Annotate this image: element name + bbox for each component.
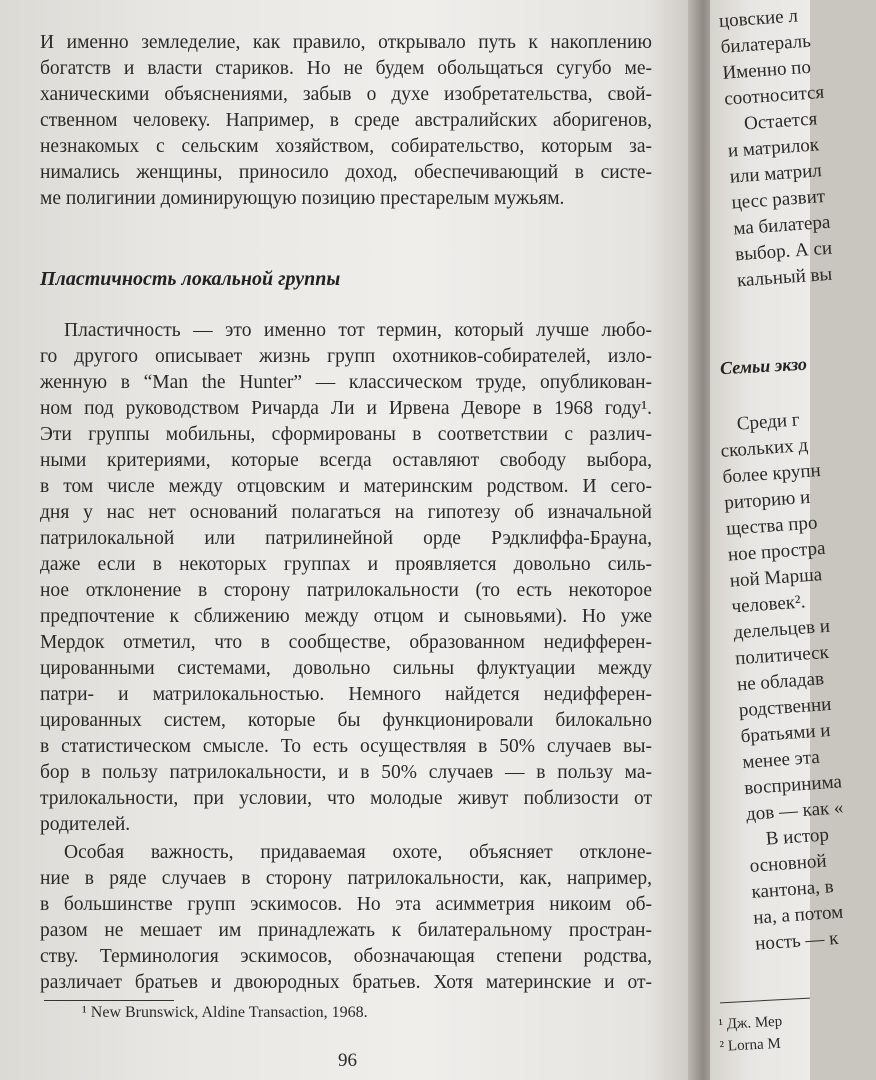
text-line: Среди г (736, 409, 801, 435)
text-line: патри- и матрилокальностью. Немного найдется недифферен- (40, 684, 652, 705)
text-line: более крупн (721, 460, 822, 488)
text-line: в статистическом смысле. То есть осуществляя в 50% случаев вы- (40, 736, 652, 757)
text-line: женную в “Man the Hunter” — классическом труде, опубликован- (40, 372, 652, 393)
text-line: дня у нас нет оснований полагаться на гипотезу об изначальной (40, 502, 652, 523)
text-line: политическ (734, 641, 830, 670)
right-section-heading: Семьи экзо (719, 353, 808, 379)
page-number: 96 (338, 1050, 357, 1071)
text-line: разом не мешает им принадлежать к билатеральному простран- (40, 920, 652, 941)
right-footnote: ² Lorna M (719, 1035, 782, 1055)
text-line: И именно земледелие, как правило, открывало путь к накоплению (40, 32, 652, 53)
text-line: ное отклонение в сторону патрилокальности (то есть некоторое (40, 580, 652, 601)
text-line: ном под руководством Ричарда Ли и Ирвена Деворе в 1968 году¹. (40, 398, 652, 419)
right-top-text (718, 0, 858, 293)
text-line: ной Марша (729, 564, 823, 592)
footnote-rule (44, 1000, 174, 1001)
main-paragraph-1 (40, 318, 652, 838)
right-footnotes (718, 1011, 784, 1058)
text-line: В истор (765, 824, 830, 850)
text-line: нимались женщины, приносило доход, обеспечивающий в систе- (40, 162, 652, 183)
right-body-text (718, 404, 876, 957)
text-line: менее эта (741, 746, 821, 774)
text-line: различает братьев и двоюродных братьев. Хотя материнские и от- (40, 972, 652, 993)
text-line: или матрил (729, 160, 823, 188)
text-line: цовские л (718, 5, 799, 32)
right-footnote-rule (720, 998, 810, 1004)
right-page (710, 0, 845, 1080)
text-line: на, а потом (752, 901, 844, 929)
text-line: и матрилок (727, 134, 820, 162)
text-line: воспринима (743, 771, 843, 800)
section-heading: Пластичность локальной группы (40, 268, 341, 290)
text-line: ству. Терминология эскимосов, обозначающая степени родства, (40, 946, 652, 967)
text-line: цированными системами, довольно сильны флуктуации между (40, 658, 652, 679)
text-line: кантона, в (750, 876, 835, 903)
text-line: ние в ряде случаев в сторону патрилокальности, как, например, (40, 868, 652, 889)
text-line: скольких д (720, 434, 809, 462)
text-line: ственном человеку. Например, в среде австралийских аборигенов, (40, 110, 652, 131)
text-line: ными критериями, которые всегда оставляют свободу выбора, (40, 450, 652, 471)
text-line: Именно по (721, 56, 812, 84)
text-line: цесс развит (730, 186, 826, 214)
text-line: ность — к (754, 927, 840, 955)
text-line: братьями и (739, 719, 832, 748)
text-line: патрилокальной или патрилинейной орде Рэдклиффа-Брауна, (40, 528, 652, 549)
text-line: ное простра (727, 537, 827, 566)
text-line: ма билатера (732, 211, 831, 240)
text-line: билатераль (720, 30, 812, 58)
text-line: Мердок отметил, что в сообществе, образованном недифферен- (40, 632, 652, 653)
text-line: дов — как « (745, 797, 845, 825)
text-line: го другого описывает жизнь групп охотников-собирателей, изло- (40, 346, 652, 367)
text-line: незнакомых с сельским хозяйством, собирательство, которым за- (40, 136, 652, 157)
text-line: человек². (730, 591, 807, 618)
text-line: ханическими объяснениями, забыв о духе изобретательства, свой- (40, 84, 652, 105)
text-line: ме полигинии доминирующую позицию престарелым мужьям. (40, 188, 565, 209)
text-line: Эти группы мобильны, сформированы в соответствии с различ- (40, 424, 652, 445)
footnote: ¹ New Brunswick, Aldine Transaction, 1968. (82, 1004, 368, 1021)
text-line: соотносится (723, 81, 825, 110)
text-line: бор в пользу патрилокальности, и в 50% случаев — в пользу ма- (40, 762, 652, 783)
text-line: даже если в некоторых группах и проявляется довольно силь- (40, 554, 652, 575)
text-line: риторию и (723, 486, 811, 514)
text-line: Пластичность — это именно тот термин, который лучше любо- (64, 320, 652, 341)
text-line: основной (749, 850, 828, 877)
text-line: богатств и власти стариков. Но не будем обольщаться сугубо ме- (40, 58, 652, 79)
text-line: в том числе между отцовским и материнским родством. И сего- (40, 476, 652, 497)
main-paragraph-2 (40, 840, 652, 996)
text-line: в большинстве групп эскимосов. Но эта асимметрия никоим об- (40, 894, 652, 915)
text-line: не обладав (736, 668, 825, 696)
text-line: Остается (743, 108, 818, 135)
text-line: выбор. А си (734, 237, 833, 266)
text-line: родителей. (40, 814, 131, 835)
top-paragraph (40, 30, 652, 212)
text-line: цированных систем, которые бы функционировали билокально (40, 710, 652, 731)
text-line: щества про (725, 512, 819, 540)
text-line: предпочтение к сближению между отцом и сыновьями). Но уже (40, 606, 652, 627)
text-line: делельцев и (732, 615, 831, 644)
text-line: трилокальности, при условии, что молодые живут поблизости от (40, 788, 652, 809)
text-line: Особая важность, придаваемая охоте, объясняет отклоне- (64, 842, 652, 863)
text-line: кальный вы (736, 263, 833, 292)
right-footnote: ¹ Дж. Мер (718, 1013, 783, 1033)
text-line: родственни (738, 693, 833, 722)
